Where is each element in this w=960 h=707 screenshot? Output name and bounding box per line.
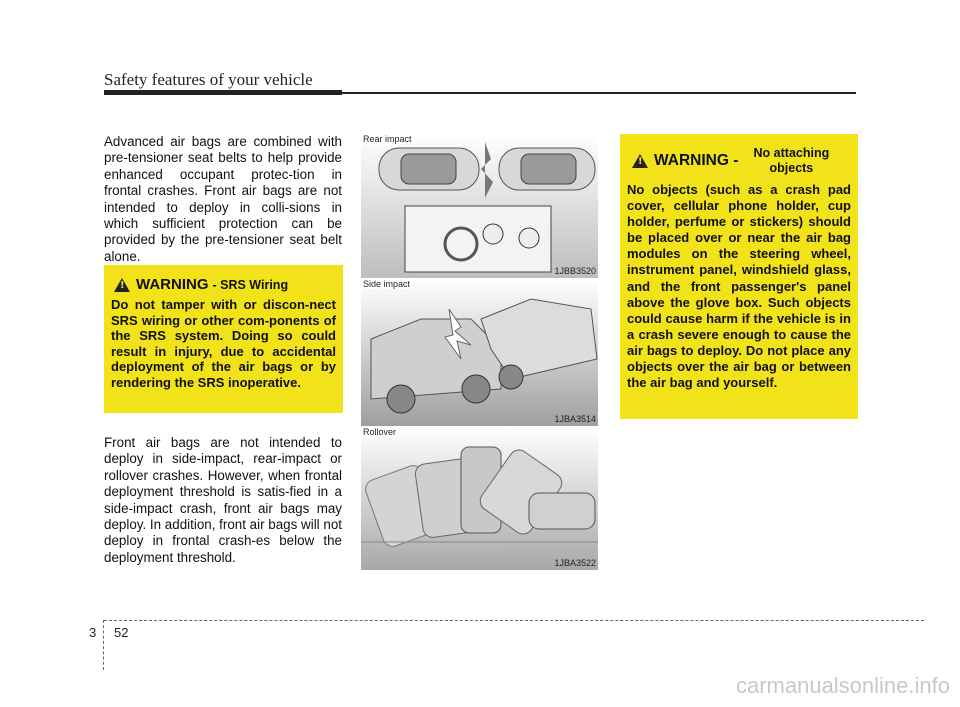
rear-impact-code: 1JBB3520 — [554, 266, 596, 276]
watermark: carmanualsonline.info — [735, 673, 950, 698]
page-header-title: Safety features of your vehicle — [104, 70, 313, 89]
rollover-code: 1JBA3522 — [554, 558, 596, 568]
frontal-paragraph: Front air bags are not intended to deploy in side-impact, rear-impact or rollover crashes. However, when frontal deployment threshold is satis-fied in a side-impact crash, front air bags may deploy. In addition, front air bags will not deploy in frontal crash-es below the deployment threshold. — [104, 435, 342, 565]
warning-triangle-icon — [632, 154, 648, 168]
page-number: 52 — [114, 625, 129, 640]
warning-triangle-icon — [114, 278, 130, 292]
srs-wiring-warning — [104, 265, 343, 413]
footer-rule — [104, 620, 924, 621]
chapter-number: 3 — [89, 625, 97, 640]
objects-warning-body: No objects (such as a crash pad cover, cellular phone holder, cup holder, perfume or stickers) should be placed over or near the air bag modules on the steering wheel, instrument panel, windshield glass, and the front passenger's panel above the glove box. Such objects could cause harm if the vehicle is in a crash severe enough to cause the air bags to deploy. Do not place any objects over the air bag or between the air bag and yourself. — [627, 182, 851, 391]
side-impact-code: 1JBA3514 — [554, 414, 596, 424]
objects-warning-word: WARNING - — [654, 152, 739, 169]
side-impact-label: Side impact — [363, 279, 411, 289]
rear-impact-illustration — [361, 134, 598, 278]
srs-warning-subtitle: - SRS Wiring — [212, 277, 289, 292]
intro-paragraph: Advanced air bags are combined with pre-tensioner seat belts to help provide enhanced occupant protec-tion in frontal crashes. Front air bags are not intended to deploy in colli-sions in which sufficient protection can be provided by the pre-tensioner seat belt alone. — [104, 134, 342, 264]
side-impact-illustration — [361, 279, 598, 426]
side-impact-figure — [361, 279, 598, 426]
header-rule — [104, 92, 856, 94]
rollover-label: Rollover — [363, 427, 397, 437]
rear-impact-figure — [361, 134, 598, 278]
rollover-figure — [361, 427, 598, 570]
rollover-illustration — [361, 427, 598, 570]
rear-impact-label: Rear impact — [363, 134, 412, 144]
srs-warning-heading — [114, 276, 288, 293]
objects-warning-heading — [632, 146, 852, 176]
objects-warning-subtitle: No attaching objects — [753, 146, 830, 175]
srs-warning-body: Do not tamper with or discon-nect SRS wiring or other com-ponents of the SRS system. Doing so could result in injury, due to accidental deployment of the air bags or by rendering the SRS inoperative. — [111, 297, 336, 390]
srs-warning-word: WARNING — [136, 276, 209, 293]
no-attaching-objects-warning — [620, 134, 858, 419]
footer-divider — [103, 620, 104, 670]
